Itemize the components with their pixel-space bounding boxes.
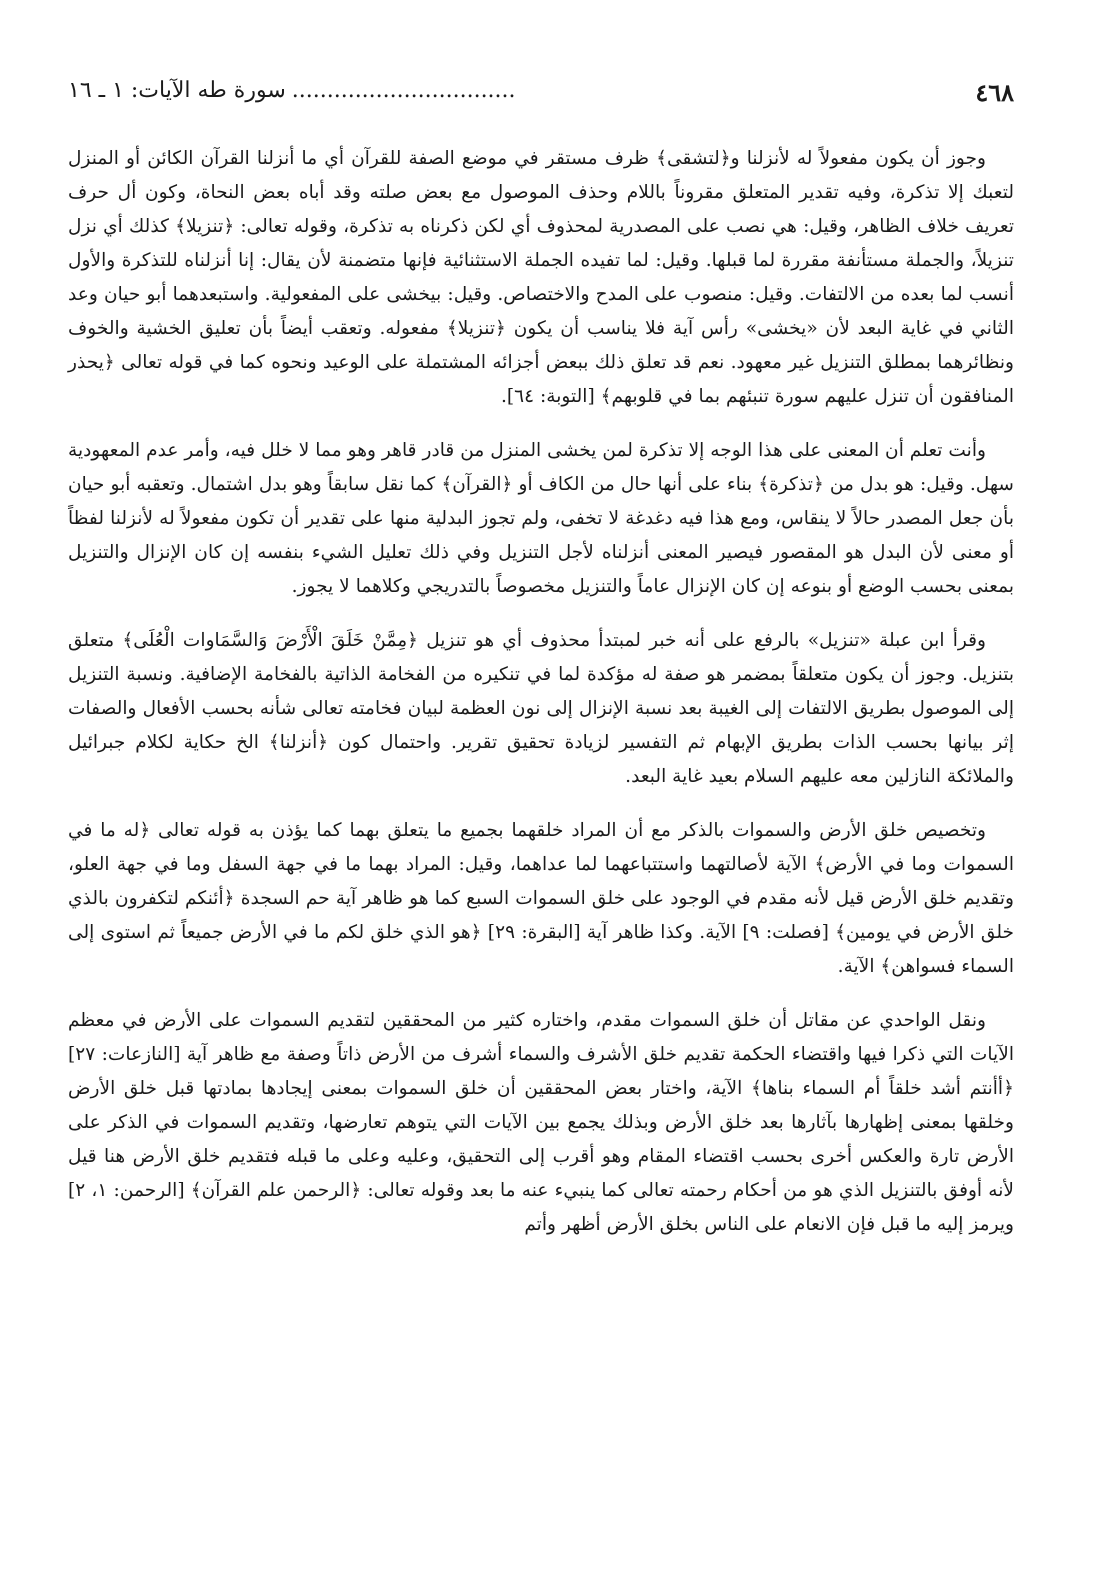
running-title-group xyxy=(68,78,516,103)
page-body xyxy=(68,142,1014,1262)
paragraph-1: وجوز أن يكون مفعولاً له لأنزلنا و﴿لتشقى﴾ ظرف مستقر في موضع الصفة للقرآن أي ما أنزلنا القرآن الكائن أو المنزل لتعبك إلا تذكرة، وفيه تقدير المتعلق مقروناً باللام وحذف الموصول مع بعض صلته وقد أباه بعض النحاة، وكون أل حرف تعريف خلاف الظاهر، وقيل: هي نصب على المصدرية لمحذوف أي لكن ذكرناه به تذكرة، وقوله تعالى: ﴿تنزيلا﴾ كذلك أي نزل تنزيلاً، والجملة مستأنفة مقررة لما قبلها. وقيل: لما تفيده الجملة الاستثنائية فإنها متضمنة لأن يقال: إنا أنزلناه للتذكرة والأول أنسب لما بعده من الالتفات. وقيل: منصوب على المدح والاختصاص. وقيل: بيخشى على المفعولية. واستبعدهما أبو حيان وعد الثاني في غاية البعد لأن «يخشى» رأس آية فلا يناسب أن يكون ﴿تنزيلا﴾ مفعوله. وتعقب أيضاً بأن تعليق الخشية والخوف ونظائرهما بمطلق التنزيل غير معهود. نعم قد تعلق ذلك ببعض أجزائه المشتملة على الوعيد ونحوه كما في قوله تعالى ﴿يحذر المنافقون أن تنزل عليهم سورة تنبئهم بما في قلوبهم﴾ [التوبة: ٦٤]. xyxy=(68,148,1014,407)
page-header xyxy=(68,78,1014,118)
running-title: سورة طه الآيات: ١ ـ ١٦ xyxy=(68,78,286,103)
leader-dots: ................................ xyxy=(291,78,516,103)
paragraph-5: ونقل الواحدي عن مقاتل أن خلق السموات مقدم، واختاره كثير من المحققين لتقديم السموات على الأرض في معظم الآيات التي ذكرا فيها واقتضاء الحكمة تقديم خلق الأشرف والسماء أشرف من الأرض ذاتاً وصفة مع ظاهر آية [النازعات: ٢٧] ﴿أأنتم أشد خلقاً أم السماء بناها﴾ الآية، واختار بعض المحققين أن خلق السموات بمعنى إيجادها بمادتها قبل خلق الأرض وخلقها بمعنى إظهارها بآثارها بعد خلق الأرض وبذلك يجمع بين الآيات التي يتوهم تعارضها، وتقديم السموات في الذكر على الأرض تارة والعكس أخرى بحسب اقتضاء المقام وهو أقرب إلى التحقيق، وعليه وعلى ما قبله فتقديم خلق الأرض هنا قيل لأنه أوفق بالتنزيل الذي هو من أحكام رحمته تعالى كما ينبيء عنه ما بعد وقوله تعالى: ﴿الرحمن علم القرآن﴾ [الرحمن: ١، ٢] ويرمز إليه ما قبل فإن الانعام على الناس بخلق الأرض أظهر وأتم xyxy=(68,1010,1014,1235)
paragraph-2: وأنت تعلم أن المعنى على هذا الوجه إلا تذكرة لمن يخشى المنزل من قادر قاهر وهو مما لا خلل فيه، وأمر عدم المعهودية سهل. وقيل: هو بدل من ﴿تذكرة﴾ بناء على أنها حال من الكاف أو ﴿القرآن﴾ كما نقل سابقاً وهو بدل اشتمال. وتعقبه أبو حيان بأن جعل المصدر حالاً لا ينقاس، ومع هذا فيه دغدغة لا تخفى، ولم تجوز البدلية منها على تقدير أن تكون مفعولاً له لأنزلنا لفظاً أو معنى لأن البدل هو المقصور فيصير المعنى أنزلناه لأجل التنزيل وفي ذلك تعليل الشيء بنفسه إن كان الإنزال والتنزيل بمعنى بحسب الوضع أو بنوعه إن كان الإنزال عاماً والتنزيل مخصوصاً بالتدريجي وكلاهما لا يجوز. xyxy=(68,440,1014,597)
paragraph-4: وتخصيص خلق الأرض والسموات بالذكر مع أن المراد خلقهما بجميع ما يتعلق بهما كما يؤذن به قوله تعالى ﴿له ما في السموات وما في الأرض﴾ الآية لأصالتهما واستتباعهما لما عداهما، وقيل: المراد بهما ما في جهة السفل وما في جهة العلو، وتقديم خلق الأرض قيل لأنه مقدم في الوجود على خلق السموات السبع كما هو ظاهر آية حم السجدة ﴿أئنكم لتكفرون بالذي خلق الأرض في يومين﴾ [فصلت: ٩] الآية. وكذا ظاهر آية [البقرة: ٢٩] ﴿هو الذي خلق لكم ما في الأرض جميعاً ثم استوى إلى السماء فسواهن﴾ الآية. xyxy=(68,820,1015,977)
paragraph-3: وقرأ ابن عبلة «تنزيل» بالرفع على أنه خبر لمبتدأ محذوف أي هو تنزيل ﴿مِمَّنْ خَلَقَ الْأَرْضَ وَالسَّمَاوات الْعُلَى﴾ متعلق بتنزيل. وجوز أن يكون متعلقاً بمضمر هو صفة له مؤكدة لما في تنكيره من الفخامة الذاتية بالفخامة الإضافية. ونسبة التنزيل إلى الموصول بطريق الالتفات إلى الغيبة بعد نسبة الإنزال إلى نون العظمة لبيان فخامته تعالى شأنه بحسب الأفعال والصفات إثر بيانها بحسب الذات بطريق الإبهام ثم التفسير لزيادة تحقيق تقرير. واحتمال كون ﴿أنزلنا﴾ الخ حكاية لكلام جبرائيل والملائكة النازلين معه عليهم السلام بعيد غاية البعد. xyxy=(68,630,1014,787)
page-number: ٤٦٨ xyxy=(975,78,1014,107)
